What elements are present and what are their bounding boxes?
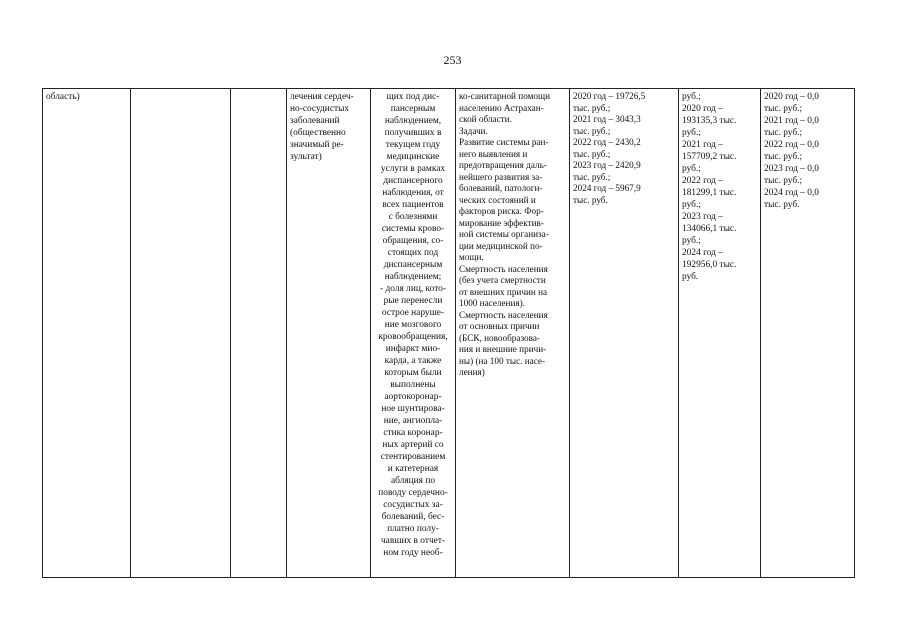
table-row <box>43 89 855 578</box>
table-cell-funding-federal: руб.; 2020 год – 193135,3 тыс. руб.; 2021 год – 157709,2 тыс. руб.; 2022 год – 181299,1 тыс. руб.; 2023 год – 134066,1 тыс. руб.; 2024 год – 192956,0 тыс. руб. <box>679 89 761 578</box>
table-cell-indicators: щих под дис- пансерным наблюдением, получивших в текущем году медицинские услуги в рамках диспансерного наблюдения, от всех пациентов с болезнями системы крово- обращения, со- стоящих под диспансерным наблюдением; - доля лиц, кото- рые перенесли острое наруше- ние мозгового кровообращения, инфаркт мио- карда, а также которым были выполнены аортокоронар- ное шунтирова- ние, ангиопла- стика коронар- ных артерий со стентированием и катетерная абляция по поводу сердечно- сосудистых за- болеваний, бес- платно полу- чавших в отчет- ном году необ- <box>371 89 456 578</box>
table-cell-region: область) <box>43 89 131 578</box>
document-table <box>42 88 855 578</box>
table-cell-empty-2 <box>231 89 287 578</box>
table-cell-tasks: ко-санитарной помощи населению Астрахан- ской области. Задачи. Развитие системы ран- него выявления и предотвращения даль- нейшего развития за- болеваний, патологи- ческих состояний и факторов риска. Фор- мирование эффектив- ной системы организа- ции медицинской по- мощи. Смертность населения (без учета смертности от внешних причин на 1000 населения). Смертность населения от основных причин (БСК, новообразова- ния и внешние причи- ны) (на 100 тыс. насе- ления) <box>456 89 570 578</box>
table-cell-empty-1 <box>131 89 231 578</box>
page-number: 253 <box>443 53 462 67</box>
table-cell-result: лечения сердеч- но-сосудистых заболеваний (общественно значимый ре- зультат) <box>287 89 371 578</box>
table-cell-funding-other: 2020 год – 0,0 тыс. руб.; 2021 год – 0,0 тыс. руб.; 2022 год – 0,0 тыс. руб.; 2023 год – 0,0 тыс. руб.; 2024 год – 0,0 тыс. руб. <box>761 89 855 578</box>
table-cell-funding-regional: 2020 год – 19726,5 тыс. руб.; 2021 год – 3043,3 тыс. руб.; 2022 год – 2430,2 тыс. руб.; 2023 год – 2420,9 тыс. руб.; 2024 год – 5967,9 тыс. руб. <box>570 89 679 578</box>
